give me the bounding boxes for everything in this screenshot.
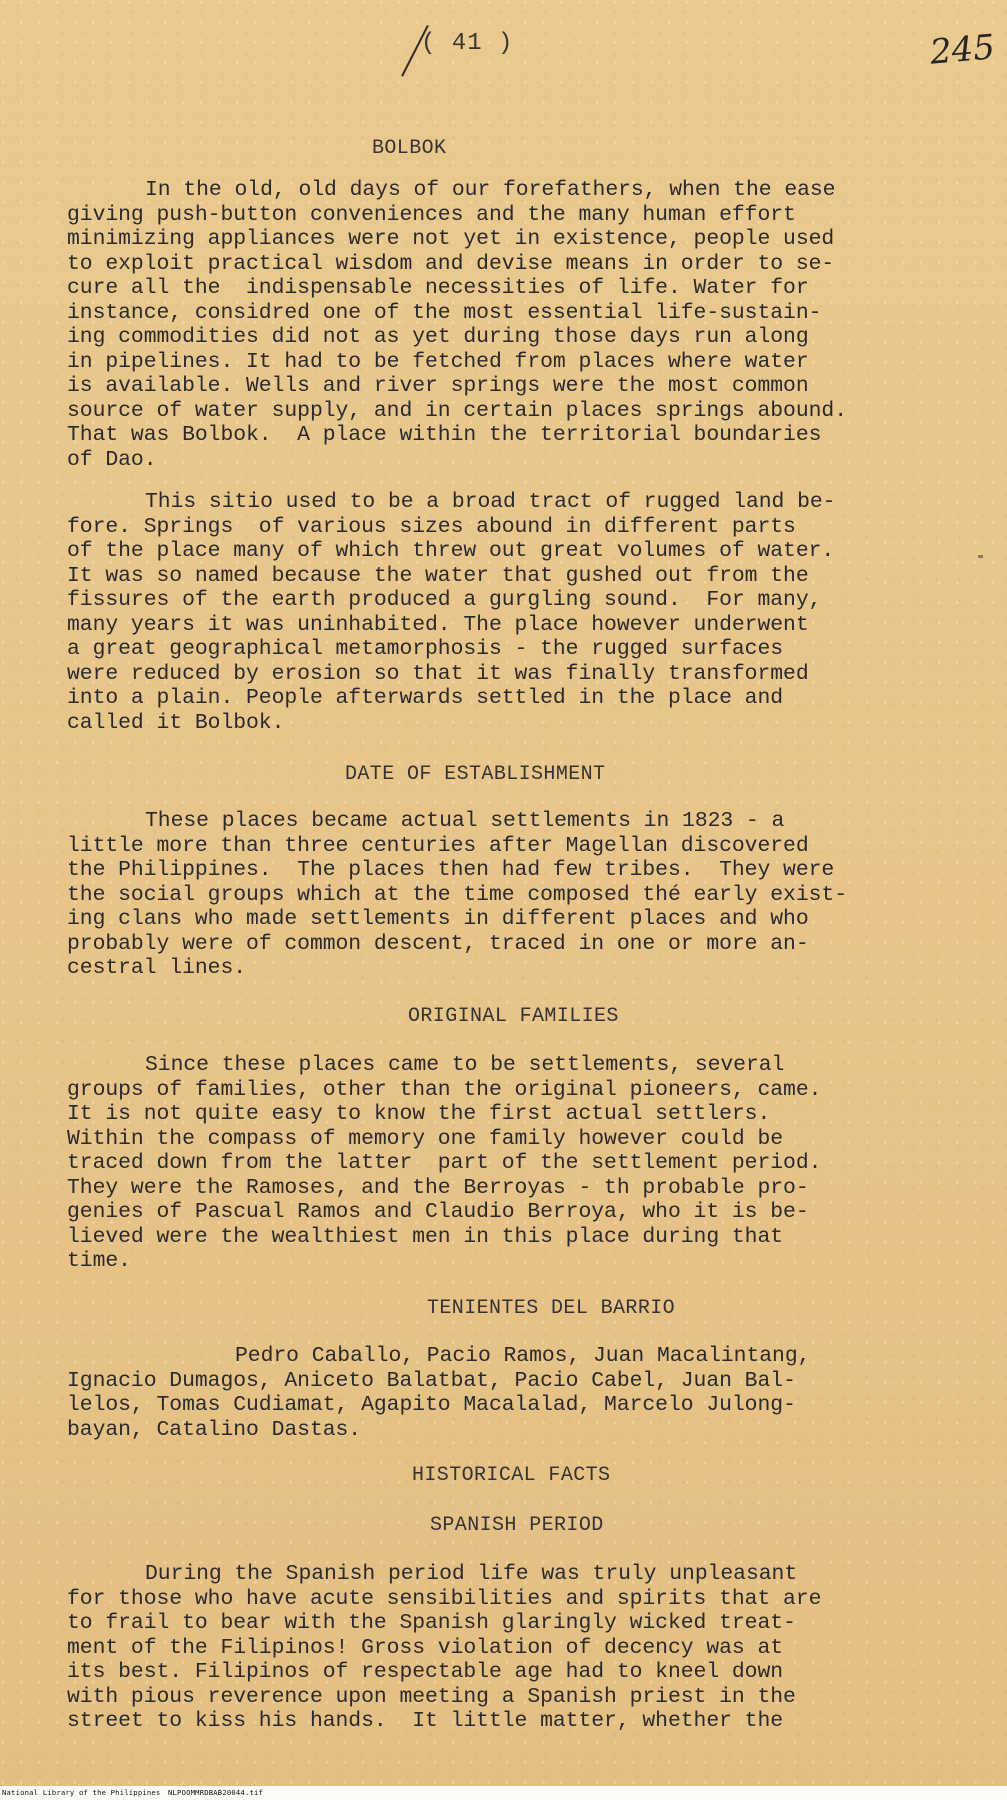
date-of-establishment-paragraph: These places became actual settlements in 1823 - a little more than three centuries after Magellan discovered the Philippines. The places then had few tribes. They were the social groups which at the time composed thé early exist- ing clans who made settlements in different places and who probably were of common descent, traced in one or more an- cestral lines. — [67, 809, 847, 980]
bolbok-paragraph-1: In the old, old days of our forefathers, when the ease giving push-button conveniences and the many human effort minimizing appliances were not yet in existence, people used to exploit practical wisdom and devise means in order to se- cure all the indispensable necessities of life. Water for instance, considred one of the most essential life-sustain- ing commodities did not as yet during those days run along in pipelines. It had to be fetched from places where water is available. Wells and river springs were the most common source of water supply, and in certain places springs abound. That was Bolbok. A place within the territorial boundaries of Dao. — [67, 178, 847, 472]
historical-facts-heading: HISTORICAL FACTS — [412, 1464, 611, 1487]
bolbok-heading: BOLBOK — [372, 137, 447, 160]
footer-file-name: NLPOOMMRDBAB20044.tif — [168, 1788, 264, 1797]
date-of-establishment-heading: DATE OF ESTABLISHMENT — [345, 763, 606, 786]
margin-dot-mark — [978, 555, 983, 558]
tenientes-del-barrio-list: Pedro Caballo, Pacio Ramos, Juan Macalintang, Ignacio Dumagos, Aniceto Balatbat, Pacio Cabel, Juan Bal- lelos, Tomas Cudiamat, Agapito Macalalad, Marcelo Julong- bayan, Catalino Dastas. — [67, 1344, 811, 1442]
tenientes-del-barrio-heading: TENIENTES DEL BARRIO — [427, 1297, 676, 1320]
handwritten-page-number: 245 — [928, 27, 997, 73]
page-number: ( 41 ) — [421, 30, 514, 57]
original-families-paragraph: Since these places came to be settlements, several groups of families, other than the original pioneers, came. It is not quite easy to know the first actual settlers. Within the compass of memory one family however could be traced down from the latter part of the settlement period. They were the Ramoses, and the Berroyas - th probable pro- genies of Pascual Ramos and Claudio Berroya, who it is be- lieved were the wealthiest men in this place during that time. — [67, 1053, 822, 1273]
archive-footer — [0, 1786, 1007, 1800]
spanish-period-paragraph: During the Spanish period life was truly unpleasant for those who have acute sensibilities and spirits that are to frail to bear with the Spanish glaringly wicked treat- ment of the Filipinos! Gross violation of decency was at its best. Filipinos of respectable age had to kneel down with pious reverence upon meeting a Spanish priest in the street to kiss his hands. It little matter, whether the — [67, 1562, 822, 1733]
spanish-period-heading: SPANISH PERIOD — [430, 1514, 604, 1537]
original-families-heading: ORIGINAL FAMILIES — [408, 1005, 619, 1028]
footer-source-label: National Library of the Philippines — [2, 1788, 161, 1797]
bolbok-paragraph-2: This sitio used to be a broad tract of rugged land be- fore. Springs of various sizes abound in different parts of the place many of which threw out great volumes of water. It was so named because the water that gushed out from the fissures of the earth produced a gurgling sound. For many, many years it was uninhabited. The place however underwent a great geographical metamorphosis - the rugged surfaces were reduced by erosion so that it was finally transformed into a plain. People afterwards settled in the place and called it Bolbok. — [67, 490, 836, 735]
